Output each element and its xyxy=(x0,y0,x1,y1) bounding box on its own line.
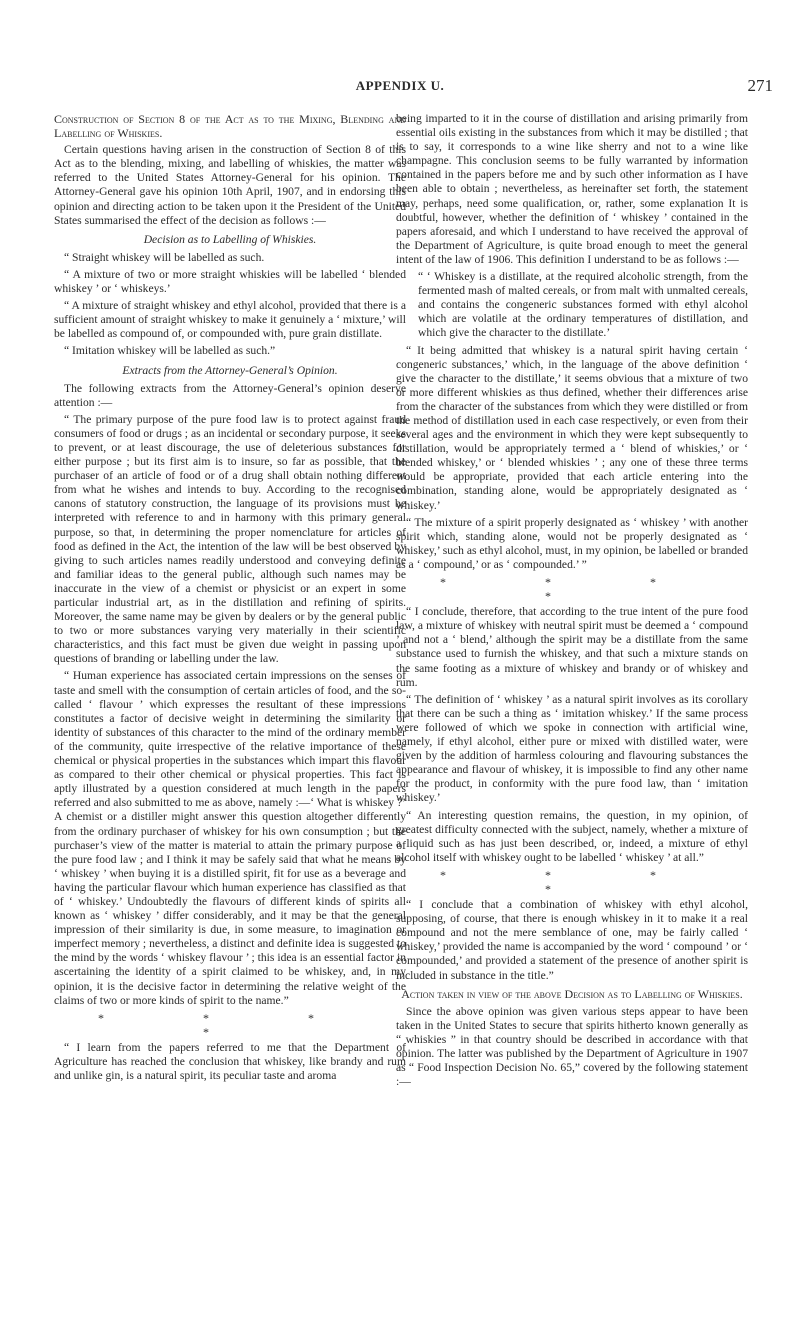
section-heading: Construction of Section 8 of the Act as to the Mixing, Blending and Labelling of Whiskies. xyxy=(54,112,406,141)
definition-quote: “ ‘ Whiskey is a distillate, at the required alcoholic strength, from the fermented mash of malted cereals, or from malt with unmalted cereals, and contains the congeneric substances formed with ethyl alcohol which are volatile at the ordinary temperatures of distillation, and which give the character to the distillate.’ xyxy=(418,270,748,340)
paragraph: Certain questions having arisen in the construction of Section 8 of this Act as to the blending, mixing, and labelling of whiskies, the matter was referred to the United States Attorney-General for his opinion. The Attorney-General gave his opinion 10th April, 1907, and in endorsing this opinion and directing action to be taken upon it the President of the United States summarised the effect of the decision as follows :— xyxy=(54,143,406,227)
paragraph: “ The mixture of a spirit properly designated as ‘ whiskey ’ with another spirit which, standing alone, would not be properly designated as ‘ whiskey,’ such as ethyl alcohol, must, in my opinion, be labelled or branded as a ‘ compound,’ or as ‘ compounded.’ ” xyxy=(396,515,748,571)
paragraph: “ I learn from the papers referred to me that the Department of Agriculture has reached the conclusion that whiskey, like brandy and rum and unlike gin, is a natural spirit, its peculiar taste and aroma xyxy=(54,1040,406,1083)
quote-line: “ Imitation whiskey will be labelled as such.” xyxy=(64,344,276,358)
page-number: 271 xyxy=(747,76,773,95)
paragraph: “ I conclude that a combination of whiskey with ethyl alcohol, supposing, of course, that there is enough whiskey in it to make it a real compound and not the mere semblance of one, may be fairly called ‘ whiskey,’ provided the name is accompanied by the word ‘ compound ’ or ‘ compounded,’ and provided a statement of the presence of another spirit is included in substance in the title.” xyxy=(396,898,748,982)
running-head xyxy=(0,78,800,102)
quote-line: “ A mixture of straight whiskey and ethyl alcohol, provided that there is a sufficient amount of straight whiskey to make it genuinely a ‘ mixture,’ will be labelled as compound of, or compounded with, pure grain distillate. xyxy=(54,299,406,341)
paragraph: “ The primary purpose of the pure food law is to protect against fraud consumers of food or drugs ; as an incidental or secondary purpose, it seeks to prevent, or at least discourage, the use of deleterious substances for either purpose ; but its first aim is to insure, so far as possible, that the purchaser of an article of food or of a drug shall obtain nothing different from what he wishes and intends to buy. According to the recognised canons of statutory construction, the language of its provisions must be interpreted with reference to and in harmony with this primary general purpose, so that, in determining the proper nomenclature for articles of food as defined in the Act, the intention of the law will be best observed by giving to such articles names readily understood and conveying definite and familiar ideas to the general public, although such names may be inaccurate in the view of a chemist or physicist or an expert in some particular industrial art, as in the distillation and refining of spirits. Moreover, the same name may be given by dealers or by the general public to two or more substances varying very materially in their scientific characteristics, and this fact must be given due weight in passing upon questions of branding or labelling under the law. xyxy=(54,412,406,666)
paragraph: “ The definition of ‘ whiskey ’ as a natural spirit involves as its corollary that there can be such a thing as ‘ imitation whiskey.’ If the same process were followed of which we spoke in connection with artificial wine, namely, if ethyl alcohol, either pure or mixed with distilled water, were given by the addition of harmless colouring and flavouring substances the appearance and flavour of whiskey, it is impossible to find any other name for the product, in conformity with the pure food law, than ‘ imitation whiskey.’ xyxy=(396,692,748,805)
paragraph: Since the above opinion was given various steps appear to have been taken in the United States to secure that spirits hitherto known generally as “ whiskies ” in that country should be described in accordance with that opinion. The latter was published by the Department of Agriculture in 1907 as “ Food Inspection Decision No. 65,” covered by the following statement :— xyxy=(396,1004,748,1089)
quote-line: “ A mixture of two or more straight whiskies will be labelled ‘ blended whiskey ’ or ‘ whiskeys.’ xyxy=(54,267,406,296)
section-heading: Action taken in view of the above Decision as to Labelling of Whiskies. xyxy=(401,986,743,1001)
right-column xyxy=(396,112,748,1092)
page-title: APPENDIX U. xyxy=(355,78,445,93)
paragraph: “ An interesting question remains, the question, in my opinion, of greatest difficulty connected with the subject, namely, whether a mixture of a liquid such as has just been described, or, indeed, a mixture of ethyl alcohol itself with whiskey ought to be labelled ‘ whiskey ’ at all.” xyxy=(396,808,748,864)
paragraph: The following extracts from the Attorney-General’s opinion deserve attention :— xyxy=(54,381,406,409)
paragraph: “ I conclude, therefore, that according to the true intent of the pure food law, a mixture of whiskey with neutral spirit must be deemed a ‘ compound ’ and not a ‘ blend,’ although the spirit may be a distillate from the same substance used to furnish the whiskey, and that such a mixture stands on the same footing as a mixture of whiskey and brandy or of whiskey and rum. xyxy=(396,605,748,689)
paragraph: “ Human experience has associated certain impressions on the senses of taste and smell with the consumption of certain articles of food, and the so-called ‘ flavour ’ which expresses the resultant of these impressions constitutes a factor of decisive weight in determining the similarity or identity of substances of this character to the mind of the ordinary member of the community, quite irrespective of the relative importance of these chemical or physical properties in the substances which impart this flavour as compared to their other chemical or physical properties. This fact is aptly illustrated by a question considered at much length in the papers referred and also submitted to me as above, namely :—‘ What is whiskey ?’ A chemist or a distiller might answer this question altogether differently from the ordinary purchaser of whiskey for his own consumption ; but the purchaser’s view of the matter is material to attain the primary purpose of the pure food law ; and I think it may be safely said that what he means by ‘ whiskey ’ when buying it is a distilled spirit, fit for use as a beverage and having the particular flavour which human experience has classified as that of ‘ whiskey.’ Undoubtedly the flavours of different kinds of spirits all known as ‘ whiskey ’ differ considerably, and it may be that the general impression of their similarity is due, in some measure, to imagination or imperfect memory ; nevertheless, a distinct and definite idea is suggested to the mind by the words ‘ whiskey flavour ’ ; this idea is an essential factor in ascertaining the identity of a spirit claimed to be whiskey, and, in my opinion, it is the decisive factor in determining the relative weight of the claims of two or more kinds of spirit to the name.” xyxy=(54,669,407,1007)
subheading: Extracts from the Attorney-General’s Opinion. xyxy=(122,363,338,377)
ellipsis-stars: * * * * xyxy=(440,575,704,604)
ellipsis-stars: * * * * xyxy=(98,1010,362,1039)
ellipsis-stars: * * * * xyxy=(440,867,704,896)
paragraph: “ It being admitted that whiskey is a natural spirit having certain ‘ congeneric substances,’ which, in the language of the above definition ‘ give the character to the distillate,’ it seems obvious that a mixture of two or more different whiskies as thus defined, whether their differences arise from the character of the substances from which they were distilled or from the method of distillation used in each case respectively, or even from their several ages and the environment in which they were kept subsequently to distillation, would be appropriately termed a ‘ blend of whiskies,’ or ‘ blended whiskey,’ or ‘ blended whiskies ’ ; any one of these three terms would be appropriate, provided that each article entering into the combination, standing alone, would be appropriately designated as ‘ whiskey.’ xyxy=(396,343,748,512)
paragraph: being imparted to it in the course of distillation and arising primarily from essential oils existing in the substances from which it may be distilled ; that is to say, it corresponds to a wine like sherry and not to a wine like champagne. This conclusion seems to be fully warranted by information contained in the papers before me and by such other information as I have been able to obtain ; nevertheless, as hereinafter set forth, the statement may, perhaps, need some qualification, or, rather, some explanation It is doubtful, however, whether the definition of ‘ whiskey ’ contained in the papers aforesaid, and which I understand to have received the approval of the Department of Agriculture, is quite broad enough to meet the general intent of the law of 1906. This definition I understand to be as follows :— xyxy=(396,112,748,266)
quote-line: “ Straight whiskey will be labelled as such. xyxy=(64,250,265,264)
subheading: Decision as to Labelling of Whiskies. xyxy=(143,232,317,246)
left-column xyxy=(54,112,406,1086)
